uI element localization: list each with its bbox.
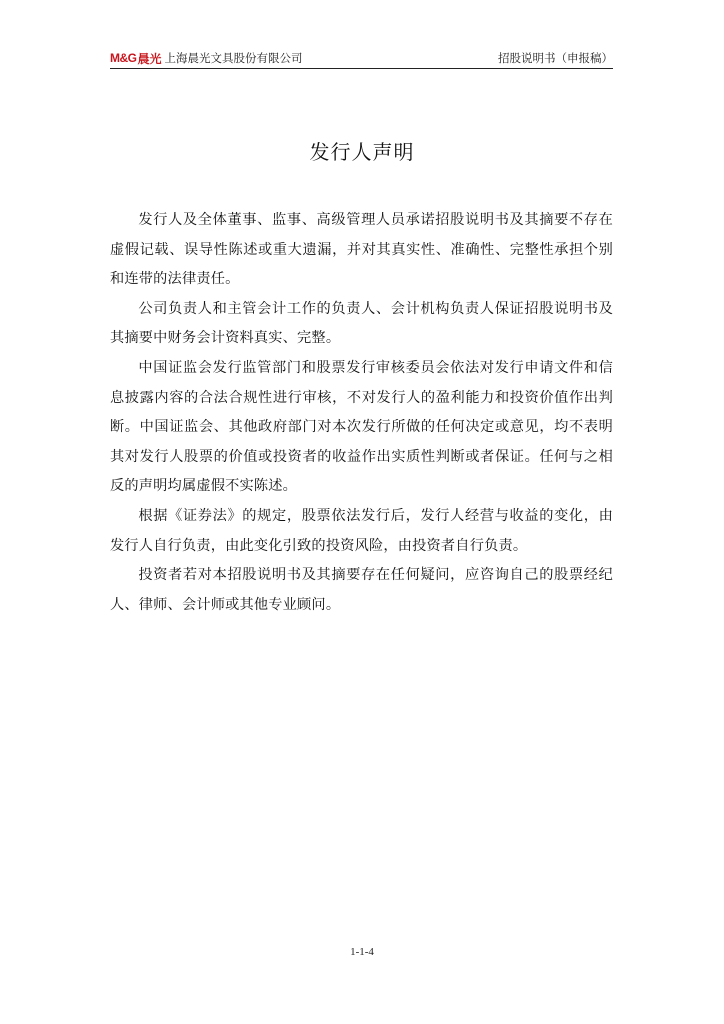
- logo-brand-name: 晨光: [137, 51, 162, 66]
- paragraph-4: 根据《证券法》的规定，股票依法发行后，发行人经营与收益的变化，由发行人自行负责，由此变化引致的投资风险，由投资者自行负责。: [110, 507, 613, 554]
- page-number: 1-1-4: [350, 946, 374, 958]
- document-type: 招股说明书（申报稿）: [498, 51, 613, 65]
- company-name: 上海晨光文具股份有限公司: [164, 51, 303, 65]
- paragraph-1: 发行人及全体董事、监事、高级管理人员承诺招股说明书及其摘要不存在虚假记载、误导性陈述或重大遗漏，并对其真实性、准确性、完整性承担个别和连带的法律责任。: [110, 212, 613, 288]
- page-header: [110, 50, 613, 69]
- paragraph-2: 公司负责人和主管会计工作的负责人、会计机构负责人保证招股说明书及其摘要中财务会计资料真实、完整。: [110, 300, 613, 347]
- logo-mark: M&G: [110, 51, 137, 65]
- company-logo: [110, 50, 303, 66]
- statement-body: [110, 206, 613, 620]
- paragraph-5: 投资者若对本招股说明书及其摘要存在任何疑问，应咨询自己的股票经纪人、律师、会计师或其他专业顾问。: [110, 567, 613, 613]
- paragraph-3: 中国证监会发行监管部门和股票发行审核委员会依法对发行申请文件和信息披露内容的合法合规性进行审核，不对发行人的盈利能力和投资价值作出判断。中国证监会、其他政府部门对本次发行所做的任何决定或意见，均不表明其对发行人股票的价值或投资者的收益作出实质性判断或者保证。任何与之相反的声明均属虚假不实陈述。: [110, 359, 613, 495]
- page-title: 发行人声明: [309, 140, 415, 164]
